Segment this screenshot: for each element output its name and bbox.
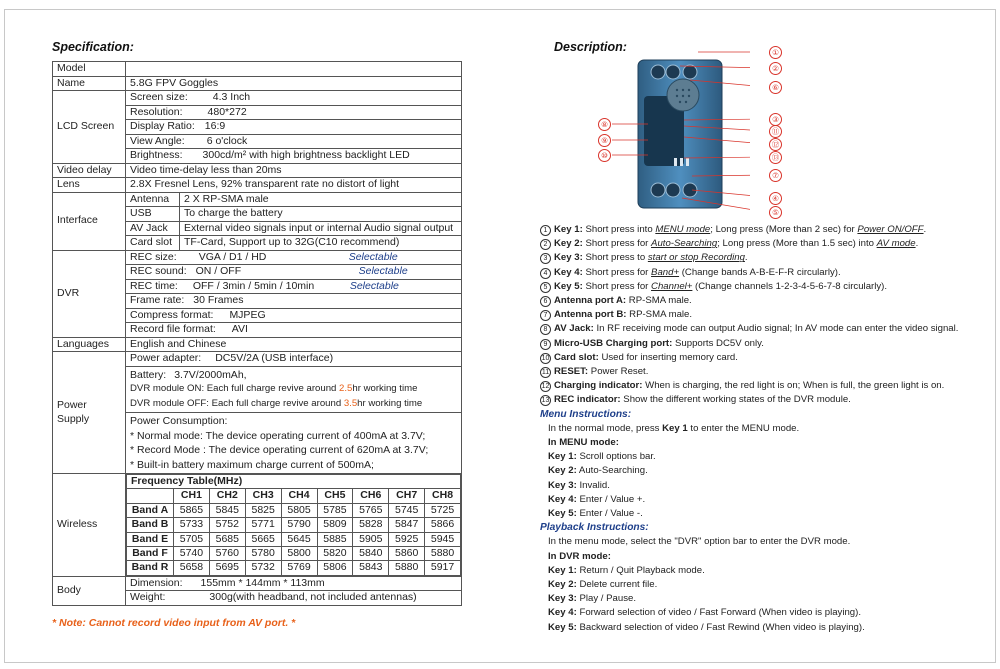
lens-label: Lens	[53, 178, 126, 193]
spec-row-power	[53, 352, 462, 367]
key-number: 4	[540, 268, 551, 279]
frequency-title: Frequency Table(MHz)	[127, 475, 461, 489]
spec-row-wireless	[53, 474, 462, 577]
menu-instruction	[540, 450, 990, 464]
key-action: Power ON/OFF	[857, 224, 924, 235]
interface-label: Interface	[53, 192, 126, 250]
band-row	[127, 561, 461, 575]
instruction-text: Delete current file.	[576, 579, 658, 591]
frequency-cell-value: 5917	[425, 561, 461, 575]
goggles-device-illustration	[590, 40, 750, 215]
dvr-key: Compress format:	[130, 308, 214, 321]
spec-row-lens	[53, 178, 462, 193]
interface-row	[126, 207, 462, 222]
menu-intro-suffix: to enter the MENU mode.	[687, 422, 800, 434]
key-number: 3	[540, 253, 551, 264]
dvr-value: ON / OFF	[195, 265, 242, 277]
band-name: Band B	[127, 518, 174, 532]
frequency-cell-value: 5805	[281, 503, 317, 517]
frequency-cell-value: 5806	[317, 561, 353, 575]
frequency-cell-value: 5760	[209, 547, 245, 561]
lcd-key: Display Ratio:	[130, 120, 195, 132]
key-action: Band+	[651, 266, 680, 278]
dvr-key: REC time:	[130, 279, 178, 292]
key-description	[540, 237, 990, 251]
instruction-text: Backward selection of video / Fast Rewind (When video is playing).	[576, 621, 865, 633]
interface-value: TF-Card, Support up to 32G(C10 recommend)	[184, 236, 400, 248]
frequency-cell-value: 5845	[209, 503, 245, 517]
dvr-selectable: Selectable	[348, 250, 398, 263]
frequency-cell-value: 5695	[209, 561, 245, 575]
callout-4: ④	[769, 192, 782, 205]
lcd-key: Screen size:	[130, 91, 188, 103]
menu-mode-title	[540, 436, 990, 450]
frequency-cell-value: 5771	[245, 518, 281, 532]
spec-header: Specification:	[52, 40, 134, 54]
spec-row-model	[53, 62, 462, 77]
instruction-key: Key 1:	[548, 564, 577, 576]
instruction-text: Scroll options bar.	[576, 451, 656, 463]
instruction-key: Key 5:	[548, 621, 577, 633]
adapter-key: Power adapter:	[130, 352, 202, 364]
port-label: Charging indicator:	[554, 380, 643, 392]
dvr-key: REC size:	[130, 250, 177, 263]
key-text: .	[923, 224, 927, 235]
power-consumption	[126, 413, 462, 474]
port-description	[540, 365, 990, 379]
port-number: 10	[541, 354, 550, 362]
dvr-label: DVR	[53, 250, 126, 337]
key-text: .	[744, 252, 748, 264]
key-action: Channel+	[651, 280, 693, 292]
frequency-cell-value: 5685	[209, 532, 245, 546]
lcd-row	[126, 120, 462, 135]
frequency-header-row	[127, 489, 461, 503]
key-label: Key 3:	[554, 252, 583, 264]
battery-value: 3.7V/2000mAh,	[174, 368, 247, 381]
languages-value: English and Chinese	[126, 337, 462, 352]
instruction-key: Key 2:	[548, 465, 577, 477]
weight-value: 300g(with headband, not included antennas)	[209, 591, 417, 604]
lcd-value: 4.3 Inch	[212, 91, 251, 103]
frequency-cell-value: 5905	[353, 532, 389, 546]
playback-instruction	[540, 592, 990, 606]
lcd-row	[126, 134, 462, 149]
frequency-cell-value: 5765	[353, 503, 389, 517]
key-action: start or stop Recording	[647, 252, 745, 264]
menu-instruction	[540, 464, 990, 478]
frequency-cell-value: 5866	[425, 518, 461, 532]
key-label: Key 2:	[554, 238, 583, 250]
lcd-value: 6 o'clock	[206, 134, 248, 147]
playback-mode-label: In DVR mode:	[548, 550, 611, 562]
callout-5: ⑤	[769, 206, 782, 219]
port-description	[540, 351, 990, 365]
menu-instruction	[540, 493, 990, 507]
playback-instruction	[540, 564, 990, 578]
port-text: Used for inserting memory card.	[598, 351, 738, 363]
port-number: 13	[541, 397, 550, 405]
playback-mode-title	[540, 550, 990, 564]
channel-header: CH2	[209, 489, 245, 503]
port-label: Antenna port B:	[554, 309, 627, 321]
dimension-key: Dimension:	[130, 576, 183, 589]
frequency-cell-value: 5925	[389, 532, 425, 546]
interface-row	[126, 192, 462, 207]
frequency-cell-value: 5725	[425, 503, 461, 517]
key-text: ; Long press (More than 2 sec) for	[710, 224, 858, 235]
spec-row-lcd	[53, 91, 462, 106]
dvr-on-text: DVR module ON: Each full charge revive around	[130, 383, 340, 394]
band-row	[127, 518, 461, 532]
video-delay-label: Video delay	[53, 163, 126, 178]
dvr-key: REC sound:	[130, 265, 187, 277]
lcd-key: Resolution:	[130, 105, 183, 118]
port-number: 6	[540, 296, 551, 307]
key-text: Short press for	[582, 238, 652, 250]
menu-instructions-title: Menu Instructions:	[540, 408, 632, 420]
key-description	[540, 280, 990, 294]
interface-key: AV Jack	[126, 222, 180, 236]
port-text: RP-SMA male.	[626, 295, 692, 307]
interface-value: To charge the battery	[184, 207, 283, 219]
port-label: Micro-USB Charging port:	[554, 337, 673, 349]
port-description	[540, 294, 990, 308]
frequency-cell-value: 5705	[174, 532, 210, 546]
instruction-text: Enter / Value -.	[576, 508, 643, 520]
interface-key: USB	[126, 207, 180, 221]
instruction-key: Key 2:	[548, 579, 577, 591]
playback-instruction	[540, 578, 990, 592]
dvr-key: Record file format:	[130, 323, 216, 335]
playback-instructions-title: Playback Instructions:	[540, 522, 649, 534]
body-dimension	[126, 576, 462, 591]
channel-header: CH4	[281, 489, 317, 503]
port-text: In RF receiving mode can output Audio signal; In AV mode can enter the video signal.	[593, 323, 959, 335]
playback-instruction	[540, 621, 990, 635]
spec-row-interface	[53, 192, 462, 207]
lcd-key: View Angle:	[130, 134, 185, 147]
frequency-cell-value: 5865	[174, 503, 210, 517]
interface-key: Card slot	[126, 236, 180, 250]
dimension-value: 155mm * 144mm * 113mm	[200, 576, 325, 589]
dvr-value: VGA / D1 / HD	[198, 250, 267, 263]
port-label: REC indicator:	[554, 394, 621, 406]
dvr-row	[126, 279, 462, 294]
instruction-key: Key 4:	[548, 607, 577, 619]
band-row	[127, 547, 461, 561]
callout-7: ⑦	[769, 169, 782, 182]
spec-table	[52, 61, 462, 606]
adapter-value: DC5V/2A (USB interface)	[215, 352, 334, 364]
port-text: Show the different working states of the DVR module.	[620, 394, 851, 406]
frequency-cell-value: 5769	[281, 561, 317, 575]
port-text: When is charging, the red light is on; When is full, the green light is on.	[642, 380, 945, 392]
callout-12: ⑫	[769, 138, 782, 151]
dvr-value: MJPEG	[229, 308, 266, 321]
playback-instruction	[540, 606, 990, 620]
lcd-key: Brightness:	[130, 149, 183, 161]
instruction-key: Key 5:	[548, 508, 577, 520]
dvr-off-text: DVR module OFF: Each full charge revive around	[130, 397, 344, 409]
interface-key: Antenna	[126, 193, 180, 207]
key-label: Key 1:	[554, 224, 583, 235]
lcd-row	[126, 105, 462, 120]
dvr-value: AVI	[231, 323, 248, 335]
port-number: 8	[540, 324, 551, 335]
lens-value: 2.8X Fresnel Lens, 92% transparent rate no distort of light	[126, 178, 462, 193]
model-value	[126, 62, 462, 77]
port-text: Power Reset.	[588, 366, 649, 378]
key-text: (Change channels 1-2-3-4-5-6-7-8 circularly).	[692, 280, 888, 292]
channel-header: CH1	[174, 489, 210, 503]
key-label: Key 5:	[554, 280, 583, 292]
key-text: ; Long press (More than 1.5 sec) into	[717, 238, 877, 250]
callout-9: ⑨	[598, 134, 611, 147]
spec-row-languages	[53, 337, 462, 352]
dvr-row	[126, 294, 462, 309]
key-text: .	[915, 238, 919, 250]
port-description	[540, 379, 990, 393]
instruction-text: Invalid.	[576, 479, 610, 491]
instruction-key: Key 4:	[548, 493, 577, 505]
frequency-cell-value: 5800	[281, 547, 317, 561]
instruction-key: Key 1:	[548, 451, 577, 463]
frequency-cell-value: 5825	[245, 503, 281, 517]
key-text: (Change bands A-B-E-F-R circularly).	[679, 266, 841, 278]
consumption-line: * Normal mode: The device operating current of 400mA at 3.7V;	[130, 429, 426, 442]
band-name: Band F	[127, 547, 174, 561]
frequency-cell-value: 5658	[174, 561, 210, 575]
band-name: Band R	[127, 561, 174, 575]
dvr-row	[126, 308, 462, 323]
port-text: Supports DC5V only.	[672, 337, 764, 349]
port-description	[540, 393, 990, 407]
interface-value: External video signals input or internal Audio signal output	[184, 221, 454, 234]
frequency-cell-value: 5828	[353, 518, 389, 532]
weight-key: Weight:	[130, 591, 166, 604]
port-number: 12	[541, 383, 550, 391]
frequency-cell	[126, 474, 462, 577]
model-label: Model	[53, 62, 126, 77]
frequency-cell-value: 5645	[281, 532, 317, 546]
port-text: RP-SMA male.	[626, 309, 693, 321]
band-name: Band A	[127, 503, 174, 517]
interface-value: 2 X RP-SMA male	[184, 192, 269, 205]
dvr-off-suffix: hr working time	[357, 397, 423, 409]
key-description	[540, 251, 990, 265]
channel-header: CH6	[353, 489, 389, 503]
dvr-value: 30 Frames	[193, 294, 244, 306]
dvr-selectable: Selectable	[349, 279, 399, 292]
key-description	[540, 223, 990, 237]
instruction-text: Forward selection of video / Fast Forward (When video is playing).	[576, 607, 861, 619]
spec-row-name	[53, 76, 462, 91]
frequency-cell-value: 5843	[353, 561, 389, 575]
menu-instruction	[540, 479, 990, 493]
menu-intro-text: In the normal mode, press	[548, 422, 663, 434]
instruction-text: Auto-Searching.	[576, 465, 648, 477]
band-row	[127, 532, 461, 546]
frequency-cell-value: 5885	[317, 532, 353, 546]
menu-intro-key: Key 1	[662, 422, 688, 434]
frequency-cell-value: 5945	[425, 532, 461, 546]
instruction-text: Return / Quit Playback mode.	[576, 564, 705, 576]
key-text: Short press for	[582, 280, 652, 292]
lcd-value: 300cd/m² with high brightness backlight LED	[202, 149, 410, 161]
dvr-key: Frame rate:	[130, 294, 185, 306]
name-label: Name	[53, 76, 126, 91]
frequency-cell-value: 5860	[389, 547, 425, 561]
callout-6: ⑥	[769, 81, 782, 94]
dvr-selectable: Selectable	[358, 265, 408, 277]
lcd-value: 16:9	[204, 120, 226, 132]
callout-10: ⑩	[598, 149, 611, 162]
body-label: Body	[53, 576, 126, 605]
languages-label: Languages	[53, 337, 126, 352]
key-number: 1	[540, 225, 551, 236]
callout-1: ①	[769, 46, 782, 59]
lcd-value: 480*272	[207, 105, 247, 118]
port-description	[540, 337, 990, 351]
instruction-key: Key 3:	[548, 593, 577, 605]
instruction-key: Key 3:	[548, 479, 577, 491]
key-text: Short press for	[582, 266, 652, 278]
key-action: AV mode	[876, 238, 916, 250]
frequency-cell-value: 5733	[174, 518, 210, 532]
dvr-row	[126, 323, 462, 338]
frequency-cell-value: 5732	[245, 561, 281, 575]
interface-row	[126, 236, 462, 251]
menu-instruction	[540, 507, 990, 521]
callout-8: ⑧	[598, 118, 611, 131]
band-row	[127, 503, 461, 517]
key-action: Auto-Searching	[651, 238, 718, 250]
note-text: * Note: Cannot record video input from AV port. *	[52, 617, 296, 629]
dvr-row	[126, 265, 462, 280]
battery-key: Battery:	[130, 368, 167, 381]
port-number: 11	[541, 369, 550, 377]
interface-row	[126, 221, 462, 236]
description-list	[540, 223, 990, 635]
frequency-cell-value: 5780	[245, 547, 281, 561]
channel-header: CH7	[389, 489, 425, 503]
frequency-cell-value: 5790	[281, 518, 317, 532]
spec-row-dvr	[53, 250, 462, 265]
lcd-row	[126, 149, 462, 164]
menu-intro	[540, 422, 990, 436]
key-description	[540, 266, 990, 280]
frequency-cell-value: 5745	[389, 503, 425, 517]
instruction-text: Play / Pause.	[576, 593, 636, 605]
power-adapter	[126, 352, 462, 367]
port-label: Card slot:	[554, 351, 599, 363]
dvr-off-hours: 3.5	[343, 397, 358, 409]
dvr-on-suffix: hr working time	[352, 383, 418, 394]
frequency-cell-value: 5847	[389, 518, 425, 532]
dvr-value: OFF / 3min / 5min / 10min	[192, 279, 315, 292]
power-battery	[126, 366, 462, 413]
callout-2: ②	[769, 62, 782, 75]
port-description	[540, 322, 990, 336]
key-action: MENU mode	[655, 224, 711, 235]
channel-header: CH3	[245, 489, 281, 503]
frequency-cell-value: 5740	[174, 547, 210, 561]
wireless-label: Wireless	[53, 474, 126, 577]
callout-13: ⑬	[769, 151, 782, 164]
channel-header: CH5	[317, 489, 353, 503]
frequency-cell-value: 5809	[317, 518, 353, 532]
frequency-cell-value: 5752	[209, 518, 245, 532]
frequency-cell-value: 5665	[245, 532, 281, 546]
band-name: Band E	[127, 532, 174, 546]
consumption-line: * Record Mode : The device operating current of 620mA at 3.7V;	[130, 444, 429, 456]
frequency-cell-value: 5785	[317, 503, 353, 517]
spec-row-video-delay	[53, 163, 462, 178]
body-weight	[126, 591, 462, 606]
port-number: 7	[540, 310, 551, 321]
lcd-row	[126, 91, 462, 106]
key-label: Key 4:	[554, 266, 583, 278]
frequency-cell-value: 5880	[425, 547, 461, 561]
port-description	[540, 308, 990, 322]
consumption-line: * Built-in battery maximum charge current of 500mA;	[130, 458, 374, 471]
playback-intro: In the menu mode, select the "DVR" option bar to enter the DVR mode.	[548, 536, 851, 548]
port-number: 9	[540, 339, 551, 350]
port-label: Antenna port A:	[554, 295, 627, 307]
frequency-table	[126, 474, 461, 576]
callout-3: ③	[769, 113, 782, 126]
port-label: AV Jack:	[554, 323, 594, 335]
frequency-cell-value: 5880	[389, 561, 425, 575]
name-value: 5.8G FPV Goggles	[126, 76, 462, 91]
callout-11: ⑪	[769, 125, 782, 138]
instruction-text: Enter / Value +.	[576, 493, 646, 505]
power-label-line2: Supply	[57, 412, 90, 425]
lcd-label: LCD Screen	[53, 91, 126, 164]
video-delay-value: Video time-delay less than 20ms	[126, 163, 462, 178]
port-label: RESET:	[554, 366, 589, 378]
description-header: Description:	[554, 40, 627, 54]
key-number: 5	[540, 282, 551, 293]
frequency-corner	[127, 489, 174, 503]
power-label	[53, 352, 126, 474]
key-text: Short press into	[582, 224, 656, 235]
key-number: 2	[540, 239, 551, 250]
key-text: Short press to	[582, 252, 648, 264]
menu-mode-label: In MENU mode:	[548, 437, 619, 449]
spec-row-body	[53, 576, 462, 591]
frequency-cell-value: 5820	[317, 547, 353, 561]
dvr-row	[126, 250, 462, 265]
consumption-title: Power Consumption:	[130, 415, 228, 427]
dvr-on-hours: 2.5	[339, 383, 353, 394]
power-label-line1: Power	[57, 399, 87, 411]
frequency-cell-value: 5840	[353, 547, 389, 561]
channel-header: CH8	[425, 489, 461, 503]
